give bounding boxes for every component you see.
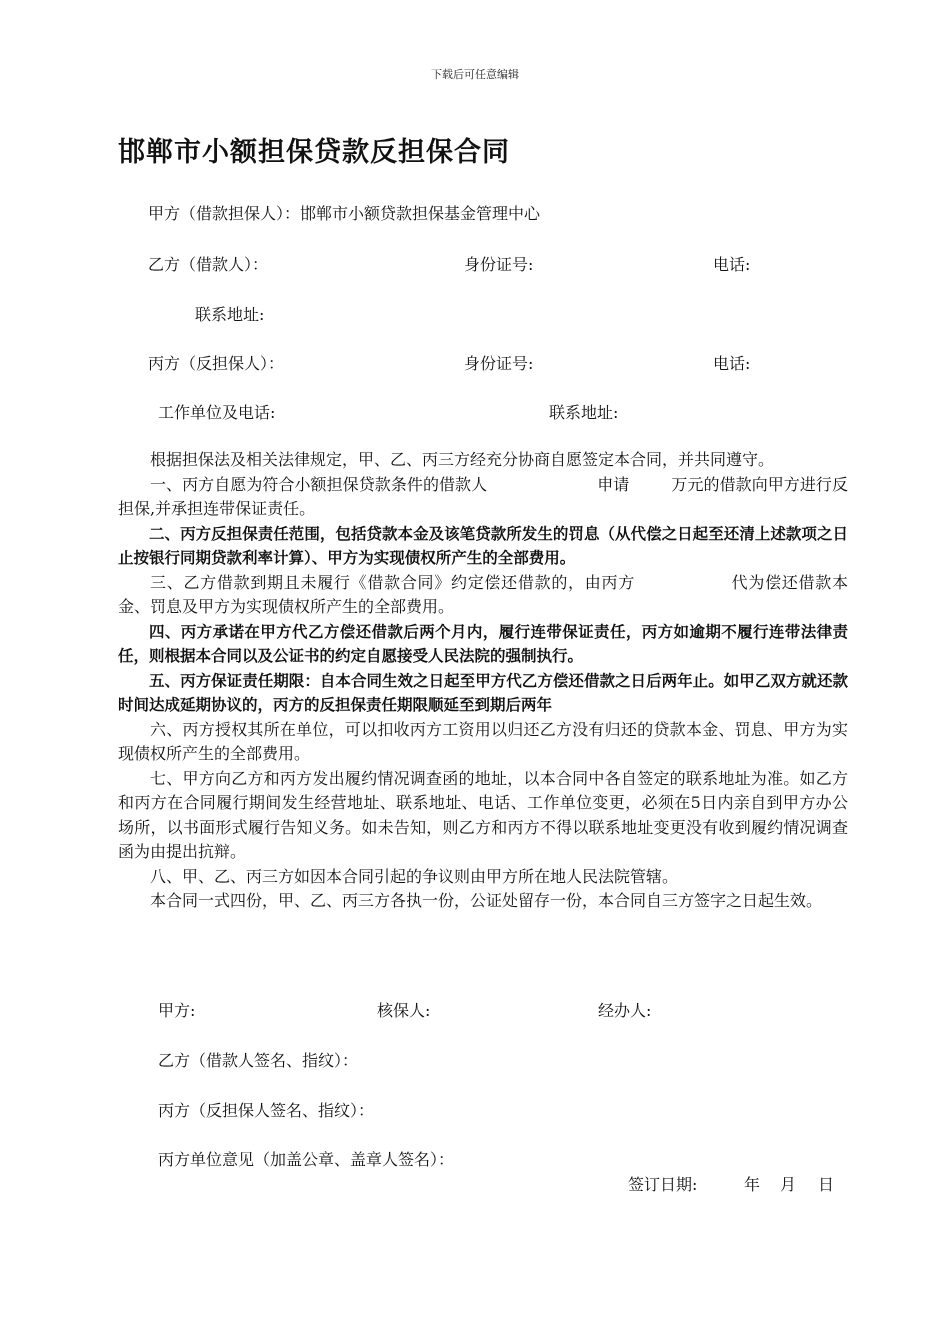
clause-6: 六、丙方授权其所在单位，可以扣收丙方工资用以归还乙方没有归还的贷款本金、罚息、甲方为实现债权所产生的全部费用。 bbox=[118, 719, 848, 763]
party-c-address: 联系地址: bbox=[549, 403, 619, 422]
party-a-line: 甲方（借款担保人）：邯郸市小额贷款担保基金管理中心 bbox=[148, 204, 541, 223]
clause-8: 八、甲、乙、丙三方如因本合同引起的争议则由甲方所在地人民法院管辖。 bbox=[150, 866, 679, 886]
contract-body bbox=[118, 448, 848, 914]
clause-4: 四、丙方承诺在甲方代乙方偿还借款后两个月内，履行连带保证责任，丙方如逾期不履行连带法律责任，则根据本合同以及公证书的约定自愿接受人民法院的强制执行。 bbox=[118, 622, 848, 665]
sig-handler: 经办人: bbox=[598, 1001, 652, 1020]
document-title: 邯郸市小额担保贷款反担保合同 bbox=[118, 137, 510, 168]
party-b-id: 身份证号: bbox=[464, 255, 534, 274]
sig-party-c: 丙方（反担保人签名、指纹）： bbox=[158, 1101, 375, 1120]
sig-date-month: 月 bbox=[780, 1175, 797, 1194]
clause-2: 二、丙方反担保责任范围，包括贷款本金及该笔贷款所发生的罚息（从代偿之日起至还清上述款项之日止按银行同期贷款利率计算）、甲方为实现债权所产生的全部费用。 bbox=[118, 524, 848, 567]
header-note: 下载后可任意编辑 bbox=[431, 68, 519, 81]
sig-date-label: 签订日期: bbox=[628, 1175, 698, 1194]
clause-1: 一、丙方自愿为符合小额担保贷款条件的借款人 申请 万元的借款向甲方进行反担保,并承担连带保证责任。 bbox=[118, 474, 848, 518]
party-b-phone: 电话: bbox=[713, 255, 751, 274]
party-b-label: 乙方（借款人）： bbox=[148, 255, 269, 274]
clause-5: 五、丙方保证责任期限：自本合同生效之日起至甲方代乙方偿还借款之日后两年止。如甲乙双方就还款时间达成延期协议的，丙方的反担保责任期限顺延至到期后两年 bbox=[118, 671, 848, 714]
clause-7: 七、甲方向乙方和丙方发出履约情况调查函的地址，以本合同中各自签定的联系地址为准。如乙方和丙方在合同履行期间发生经营地址、联系地址、电话、工作单位变更，必须在5日内亲自到甲方办公场所，以书面形式履行告知义务。如未告知，则乙方和丙方不得以联系地址变更没有收到履约情况调查函为由提出抗辩。 bbox=[118, 768, 848, 861]
clause-intro: 根据担保法及相关法律规定，甲、乙、丙三方经充分协商自愿签定本合同，并共同遵守。 bbox=[150, 450, 775, 469]
sig-date-day: 日 bbox=[818, 1175, 835, 1194]
sig-date-year: 年 bbox=[744, 1175, 761, 1194]
clause-3: 三、乙方借款到期且未履行《借款合同》约定偿还借款的，由丙方 代为偿还借款本金、罚息及甲方为实现债权所产生的全部费用。 bbox=[118, 572, 848, 616]
sig-party-a: 甲方: bbox=[158, 1001, 196, 1020]
party-b-address: 联系地址: bbox=[195, 305, 265, 324]
sig-approver: 核保人: bbox=[377, 1001, 431, 1020]
clause-final: 本合同一式四份，甲、乙、丙三方各执一份，公证处留存一份，本合同自三方签字之日起生效。 bbox=[150, 891, 823, 910]
sig-unit: 丙方单位意见（加盖公章、盖章人签名）： bbox=[158, 1150, 455, 1169]
party-c-label: 丙方（反担保人）： bbox=[148, 354, 285, 373]
party-c-phone: 电话: bbox=[713, 354, 751, 373]
party-c-id: 身份证号: bbox=[464, 354, 534, 373]
sig-party-b: 乙方（借款人签名、指纹）： bbox=[158, 1051, 359, 1070]
party-c-work: 工作单位及电话: bbox=[158, 403, 276, 422]
